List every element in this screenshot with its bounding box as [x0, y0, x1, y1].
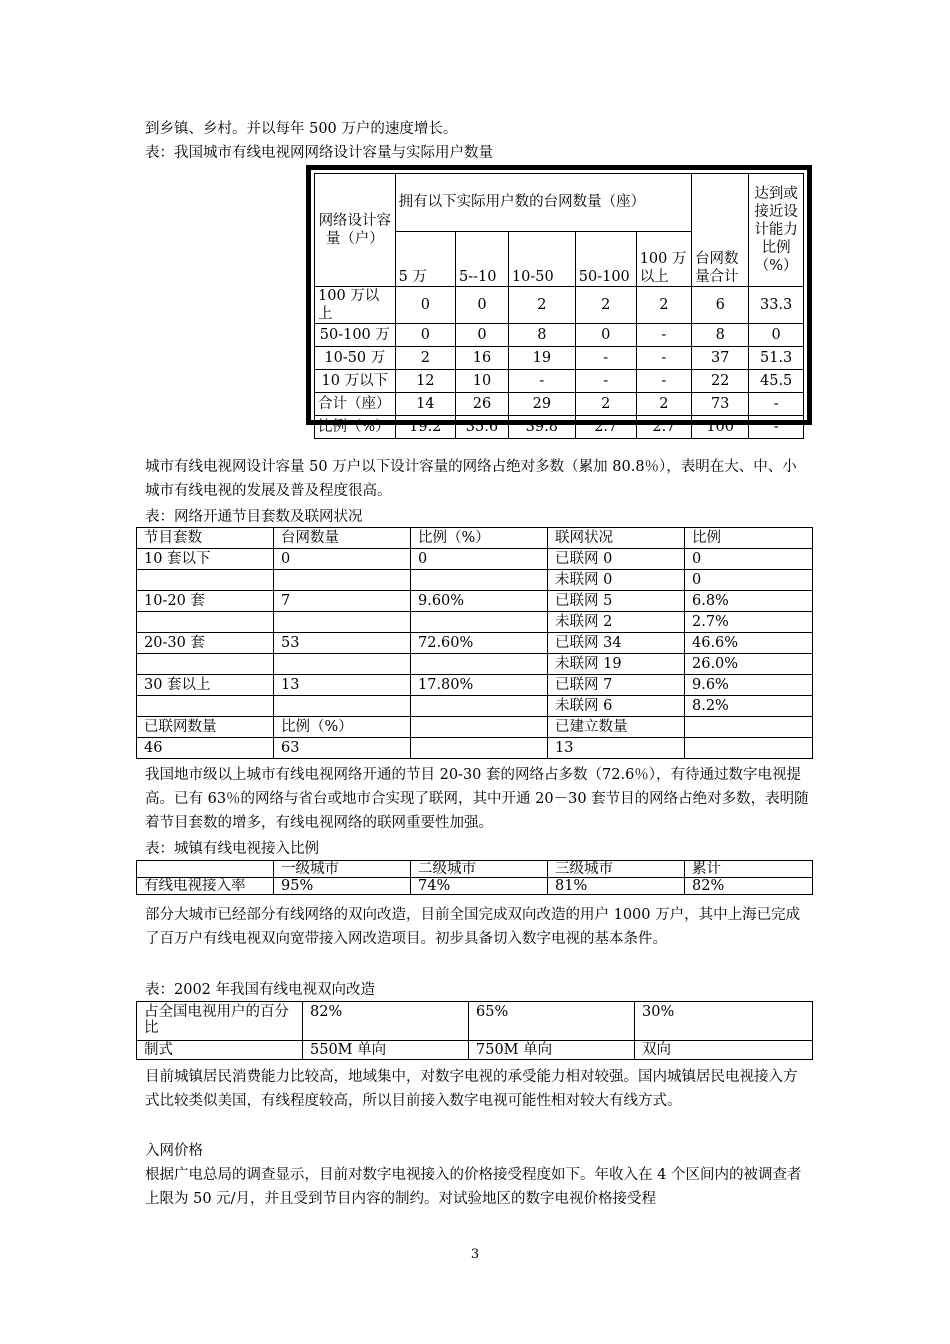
cell: 6.8% [685, 591, 813, 612]
cell: 7 [274, 591, 411, 612]
capacity-table [314, 173, 804, 439]
page-number: 3 [470, 1247, 480, 1262]
cell: 45.5 [749, 370, 804, 393]
section-heading: 入网价格 [145, 1143, 203, 1159]
cell: 三级城市 [548, 861, 685, 878]
cell: 100 [692, 416, 749, 439]
cell: 46 [137, 738, 274, 759]
row-label: 50-100 万 [315, 324, 396, 347]
cell: 22 [692, 370, 749, 393]
table-row [137, 633, 813, 654]
cell: 13 [548, 738, 685, 759]
cell [411, 570, 548, 591]
access-ratio-table [136, 860, 813, 895]
cell: 0 [411, 549, 548, 570]
table-row [315, 370, 804, 393]
header-sub-1: 5 万 [395, 231, 455, 287]
cell: 2.7 [636, 416, 691, 439]
cell: 0 [455, 287, 508, 324]
cell: 16 [455, 347, 508, 370]
cell: 39.8 [508, 416, 575, 439]
cell: 51.3 [749, 347, 804, 370]
cell: 10-20 套 [137, 591, 274, 612]
cell: - [749, 393, 804, 416]
cell: 26 [455, 393, 508, 416]
table-row [137, 528, 813, 549]
cell: 已联网 34 [548, 633, 685, 654]
cell: 750M 单向 [469, 1041, 635, 1060]
table1-caption: 表：我国城市有线电视网网络设计容量与实际用户数量 [145, 145, 493, 161]
cell: 2 [636, 287, 691, 324]
header-sub-4: 50-100 [575, 231, 636, 287]
row-label: 10-50 万 [315, 347, 396, 370]
cell: - [636, 347, 691, 370]
cell: 已联网数量 [137, 717, 274, 738]
cell: - [636, 370, 691, 393]
cell: - [575, 370, 636, 393]
cell: 53 [274, 633, 411, 654]
cell: 联网状况 [548, 528, 685, 549]
row-label: 10 万以下 [315, 370, 396, 393]
cell: 2 [636, 393, 691, 416]
cell: 未联网 2 [548, 612, 685, 633]
cell: 制式 [137, 1041, 303, 1060]
cell: - [749, 416, 804, 439]
cell: - [636, 324, 691, 347]
cell: 63 [274, 738, 411, 759]
header-capacity: 网络设计容量（户） [315, 174, 396, 287]
table-row [315, 393, 804, 416]
cell [137, 861, 274, 878]
cell: 8 [692, 324, 749, 347]
cell: 29 [508, 393, 575, 416]
cell [411, 738, 548, 759]
cell [685, 717, 813, 738]
cell: 一级城市 [274, 861, 411, 878]
cell: 65% [469, 1002, 635, 1041]
cell [274, 612, 411, 633]
cell: 二级城市 [411, 861, 548, 878]
table-row [315, 347, 804, 370]
bidirectional-table [136, 1001, 813, 1060]
cell [274, 696, 411, 717]
table-row [137, 612, 813, 633]
cell: 13 [274, 675, 411, 696]
header-sub-5: 100 万以上 [636, 231, 691, 287]
cell: 2 [508, 287, 575, 324]
cell [411, 696, 548, 717]
table1-frame [306, 165, 812, 435]
cell: 0 [395, 287, 455, 324]
cell: 已联网 5 [548, 591, 685, 612]
paragraph-3: 部分大城市已经部分有线网络的双向改造，目前全国完成双向改造的用户 1000 万户，其中上海已完成了百万户有线电视双向宽带接入网改造项目。初步具备切入数字电视的基本条件。 [145, 907, 801, 947]
cell [137, 696, 274, 717]
table-row [137, 1041, 813, 1060]
cell: 比例 [685, 528, 813, 549]
paragraph-2: 我国地市级以上城市有线电视网络开通的节目 20-30 套的网络占多数（72.6％），有待通过数字电视提高。已有 63％的网络与省台或地市合实现了联网，其中开通 20－30 套节目的网络占绝对多数，表明随着节目套数的增多，有线电视网络的联网重要性加强。 [145, 767, 809, 831]
cell [685, 738, 813, 759]
cell: 82% [303, 1002, 469, 1041]
cell: 未联网 6 [548, 696, 685, 717]
cell: 12 [395, 370, 455, 393]
header-sub-2: 5--10 [455, 231, 508, 287]
cell [137, 612, 274, 633]
row-label: 合计（座） [315, 393, 396, 416]
cell: 6 [692, 287, 749, 324]
cell: 未联网 19 [548, 654, 685, 675]
cell: 8.2% [685, 696, 813, 717]
cell: 73 [692, 393, 749, 416]
cell: 0 [395, 324, 455, 347]
cell: 节目套数 [137, 528, 274, 549]
cell: 19 [508, 347, 575, 370]
table-row [137, 675, 813, 696]
cell: 占全国电视用户的百分比 [137, 1002, 303, 1041]
paragraph-4: 目前城镇居民消费能力比较高，地域集中，对数字电视的承受能力相对较强。国内城镇居民电视接入方式比较类似美国，有线程度较高，所以目前接入数字电视可能性相对较大有线方式。 [145, 1069, 798, 1109]
cell: 2 [395, 347, 455, 370]
cell: 35.6 [455, 416, 508, 439]
cell: 0 [455, 324, 508, 347]
cell [274, 654, 411, 675]
header-ratio: 达到或接近设计能力比例（%） [749, 174, 804, 287]
cell: 0 [685, 549, 813, 570]
cell: 8 [508, 324, 575, 347]
cell [411, 717, 548, 738]
cell: 82% [685, 878, 813, 895]
cell: 20-30 套 [137, 633, 274, 654]
row-label: 比例（%） [315, 416, 396, 439]
table-row [137, 591, 813, 612]
cell: 比例（%） [274, 717, 411, 738]
row-label: 100 万以上 [315, 287, 396, 324]
cell: 95% [274, 878, 411, 895]
header-total: 台网数量合计 [692, 174, 749, 287]
header-group: 拥有以下实际用户数的台网数量（座） [395, 174, 691, 232]
cell: 已联网 0 [548, 549, 685, 570]
cell: 2.7 [575, 416, 636, 439]
cell: - [575, 347, 636, 370]
cell: 30% [635, 1002, 813, 1041]
cell: 2 [575, 287, 636, 324]
cell: 17.80% [411, 675, 548, 696]
table-row [137, 717, 813, 738]
cell: 81% [548, 878, 685, 895]
table2-caption: 表：网络开通节目套数及联网状况 [145, 509, 363, 525]
cell: 2.7% [685, 612, 813, 633]
cell: 14 [395, 393, 455, 416]
cell: 0 [575, 324, 636, 347]
programs-table [136, 527, 813, 759]
table-row [315, 324, 804, 347]
cell: 9.60% [411, 591, 548, 612]
cell: 9.6% [685, 675, 813, 696]
cell: 已建立数量 [548, 717, 685, 738]
table-row [137, 1002, 813, 1041]
cell: 已联网 7 [548, 675, 685, 696]
cell: 累计 [685, 861, 813, 878]
cell: 0 [274, 549, 411, 570]
table-row [315, 416, 804, 439]
cell: 未联网 0 [548, 570, 685, 591]
table-row [137, 570, 813, 591]
table3-caption: 表：城镇有线电视接入比例 [145, 841, 319, 857]
cell [411, 612, 548, 633]
table-row [137, 696, 813, 717]
cell: 37 [692, 347, 749, 370]
cell: 比例（%） [411, 528, 548, 549]
table4-caption: 表：2002 年我国有线电视双向改造 [145, 982, 376, 998]
cell: - [508, 370, 575, 393]
cell [137, 570, 274, 591]
cell [411, 654, 548, 675]
cell: 46.6% [685, 633, 813, 654]
cell: 台网数量 [274, 528, 411, 549]
cell: 72.60% [411, 633, 548, 654]
table-row [137, 861, 813, 878]
cell: 0 [685, 570, 813, 591]
cell: 30 套以上 [137, 675, 274, 696]
cell: 0 [749, 324, 804, 347]
paragraph-5: 根据广电总局的调查显示，目前对数字电视接入的价格接受程度如下。年收入在 4 个区间内的被调查者上限为 50 元/月，并且受到节目内容的制约。对试验地区的数字电视价格接受程 [145, 1167, 802, 1207]
table-row [137, 549, 813, 570]
cell: 550M 单向 [303, 1041, 469, 1060]
table-row [315, 287, 804, 324]
cell: 10 套以下 [137, 549, 274, 570]
intro-line: 到乡镇、乡村。并以每年 500 万户的速度增长。 [145, 121, 458, 137]
cell [274, 570, 411, 591]
table-row [137, 738, 813, 759]
cell: 10 [455, 370, 508, 393]
cell [137, 654, 274, 675]
table-row [137, 878, 813, 895]
table-row [137, 654, 813, 675]
paragraph-1: 城市有线电视网设计容量 50 万户以下设计容量的网络占绝对多数（累加 80.8％），表明在大、中、小城市有线电视的发展及普及程度很高。 [145, 459, 797, 499]
cell: 2 [575, 393, 636, 416]
cell: 双向 [635, 1041, 813, 1060]
header-sub-3: 10-50 [508, 231, 575, 287]
cell: 有线电视接入率 [137, 878, 274, 895]
cell: 33.3 [749, 287, 804, 324]
cell: 19.2 [395, 416, 455, 439]
cell: 26.0% [685, 654, 813, 675]
cell: 74% [411, 878, 548, 895]
